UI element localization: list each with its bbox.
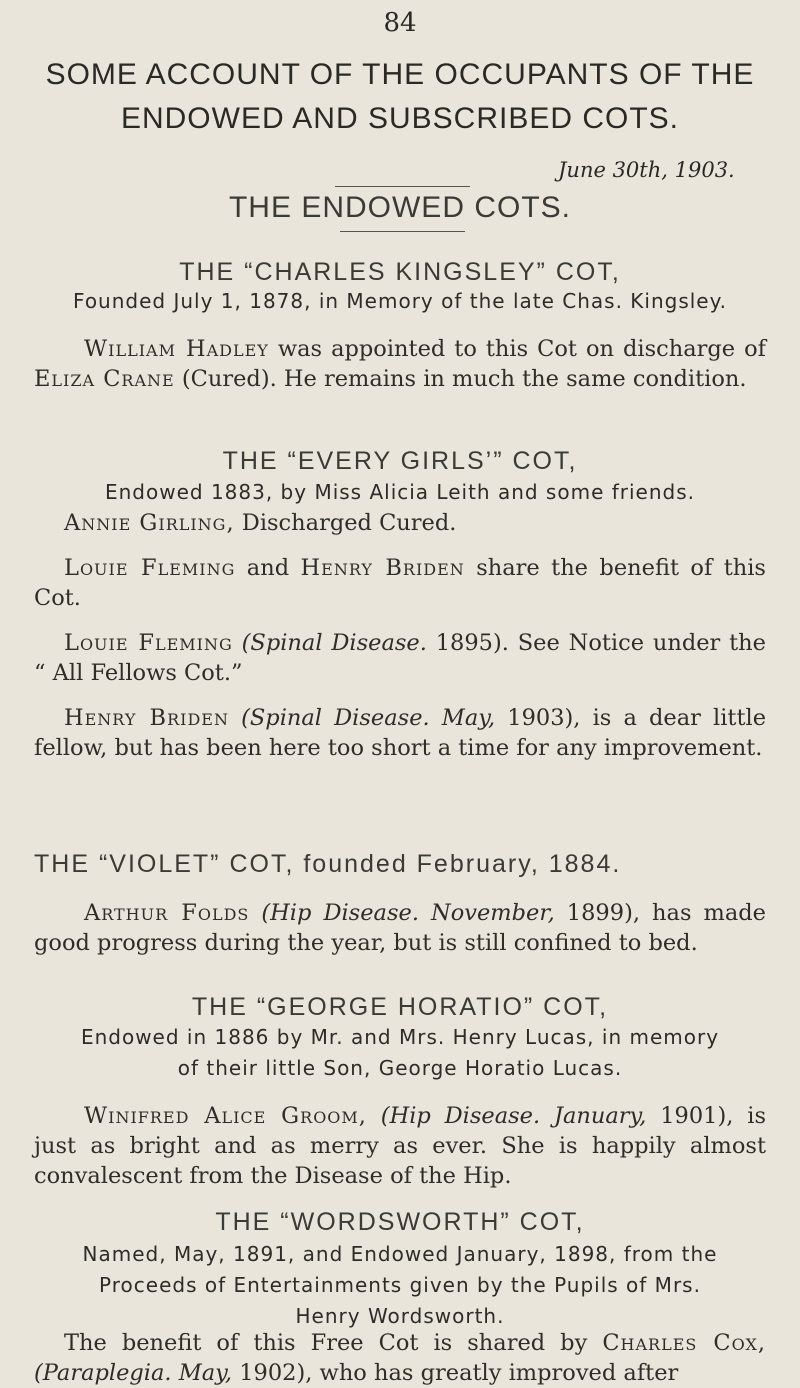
patient-name: Winifred Alice Groom, xyxy=(84,1103,367,1129)
paragraph-text: The benefit of this Free Cot is shared by xyxy=(64,1330,603,1356)
cot-subheading: Proceeds of Entertainments given by the Pupils of Mrs. xyxy=(99,1273,701,1297)
patient-name: Annie Girling, xyxy=(64,510,235,536)
paragraph-text: 1895). See Notice under the “ All Fellows Cot.” xyxy=(34,630,766,686)
paragraph-text: was appointed to this Cot on discharge of xyxy=(268,336,767,362)
cot-paragraph xyxy=(34,1101,766,1191)
patient-name: William Hadley xyxy=(84,336,269,362)
paragraph-text: share the benefit of this Cot. xyxy=(34,555,766,611)
divider-rule xyxy=(340,231,465,232)
cot-subheading: Founded July 1, 1878, in Memory of the late Chas. Kingsley. xyxy=(73,289,727,313)
paragraph-text: 1899), has made good progress during the year, but is still confined to bed. xyxy=(34,900,766,956)
paragraph-text: 1903), is a dear little fellow, but has been here too short a time for any improvement. xyxy=(34,705,767,761)
patient-name: Charles Cox, xyxy=(602,1330,766,1356)
patient-name: Henry Briden xyxy=(300,555,465,581)
disease: (Hip Disease. January, xyxy=(380,1103,647,1129)
cot-paragraph xyxy=(34,1328,766,1386)
page-title-line-2: ENDOWED AND SUBSCRIBED COTS. xyxy=(120,102,680,135)
patient-name: Arthur Folds xyxy=(84,900,250,926)
patient-name: Louie Fleming xyxy=(64,555,236,581)
cot-heading-every-girls: THE “EVERY GIRLS’” COT, xyxy=(222,447,578,475)
paragraph-text: (Cured). He remains in much the same condition. xyxy=(174,366,747,392)
patient-name: Henry Briden xyxy=(64,705,229,731)
page-number: 84 xyxy=(383,8,417,38)
disease: (Paraplegia. May, xyxy=(34,1360,233,1386)
patient-name: Eliza Crane xyxy=(34,366,175,392)
cot-heading-wordsworth: THE “WORDSWORTH” COT, xyxy=(215,1208,585,1236)
section-heading: THE ENDOWED COTS. xyxy=(228,191,571,224)
cot-heading-george-horatio: THE “GEORGE HORATIO” COT, xyxy=(191,993,609,1021)
report-date: June 30th, 1903. xyxy=(558,158,735,182)
cot-subheading: of their little Son, George Horatio Lucas. xyxy=(177,1056,623,1080)
cot-subheading: Endowed 1883, by Miss Alicia Leith and some friends. xyxy=(104,480,696,504)
cot-heading-charles-kingsley: THE “CHARLES KINGSLEY” COT, xyxy=(179,258,621,286)
patient-name: Louie Fleming xyxy=(64,630,233,656)
cot-paragraph xyxy=(34,553,766,613)
paragraph-text: 1902), who has greatly improved after xyxy=(232,1360,679,1386)
paragraph-text: 1901), is just as bright and as merry as ever. She is happily almost convalescent from the Disease of the Hip. xyxy=(34,1103,766,1189)
cot-paragraph xyxy=(34,334,766,394)
cot-paragraph xyxy=(34,898,766,958)
cot-paragraph xyxy=(34,508,766,538)
disease: (Spinal Disease. May, xyxy=(241,705,496,731)
divider-rule xyxy=(335,186,470,187)
cot-heading-violet: THE “VIOLET” COT, founded February, 1884. xyxy=(34,850,622,878)
paragraph-text: Discharged Cured. xyxy=(234,510,457,536)
cot-subheading: Henry Wordsworth. xyxy=(295,1304,505,1328)
page-title-line-1: SOME ACCOUNT OF THE OCCUPANTS OF THE xyxy=(45,58,755,91)
disease: (Hip Disease. November, xyxy=(261,900,555,926)
cot-paragraph xyxy=(34,703,766,763)
paragraph-text: and xyxy=(235,555,301,581)
cot-paragraph xyxy=(34,628,766,688)
disease: (Spinal Disease. xyxy=(241,630,427,656)
cot-subheading: Endowed in 1886 by Mr. and Mrs. Henry Lucas, in memory xyxy=(80,1025,720,1049)
cot-subheading: Named, May, 1891, and Endowed January, 1898, from the xyxy=(82,1242,718,1266)
